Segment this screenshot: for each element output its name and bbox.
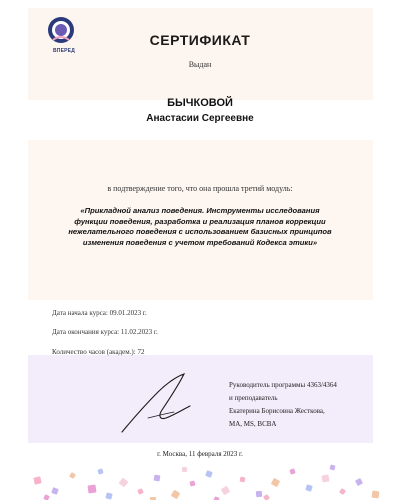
issued-label: Выдан [188,60,212,69]
confetti-piece [119,478,129,488]
confetti-piece [87,484,96,493]
certificate-title: СЕРТИФИКАТ [149,32,251,48]
confetti-piece [263,494,270,500]
confetti-piece [240,477,246,483]
signatory-line: Екатерина Борисовна Жесткова, [229,407,325,415]
confetti-piece [355,478,363,486]
confetti-piece [221,486,231,496]
confetti-piece [43,494,50,500]
course-end-date: Дата окончания курса: 11.02.2023 г. [52,328,158,336]
confetti-piece [271,478,280,487]
confetti-piece [51,487,59,495]
logo-text: ВПЕРЕД [53,48,75,54]
signatory-line: и преподаватель [229,394,278,402]
signatory-block [229,379,337,431]
module-title-line: «Прикладной анализ поведения. Инструменты исследования [80,206,320,215]
confetti-piece [205,470,213,478]
confetti-piece [305,484,313,492]
confetti-piece [256,491,263,498]
recipient-surname: БЫЧКОВОЙ [167,97,233,109]
module-title-line: изменения поведения с учетом требований Кодекса этики» [82,237,318,247]
confetti-piece [137,488,144,495]
confetti-piece [289,468,295,474]
signatory-line: МА, MS, BCBA [229,420,277,428]
confetti-piece [339,488,346,495]
confetti-piece [329,464,335,470]
course-start-date: Дата начала курса: 09.01.2023 г. [52,309,147,317]
confetti-piece [33,476,41,484]
confetti-piece [154,475,161,482]
confetti-piece [105,492,112,499]
confetti-piece [372,491,380,499]
confetti-piece [182,467,187,472]
confetti-piece [321,474,329,482]
signatory-line: Руководитель программы 4363/4364 [229,381,337,389]
module-title-line: нежелательного поведения с использованием базисных принципов [68,227,332,236]
place-and-date: г. Москва, 11 февраля 2023 г. [157,450,243,458]
confetti-decoration [0,455,400,500]
course-hours: Количество часов (академ.): 72 [52,348,145,356]
confetti-piece [171,490,181,500]
confirmation-text: в подтверждение того, что она прошла третий модуль: [107,184,293,193]
recipient-given-names: Анастасии Сергеевне [146,113,254,124]
handwritten-signature [118,370,198,436]
confetti-piece [69,472,76,479]
confetti-piece [97,468,103,474]
confetti-piece [189,480,195,486]
module-title-line: функции поведения, разработка и реализация планов коррекции [74,216,326,226]
module-title [62,206,338,248]
confetti-piece [213,496,219,500]
